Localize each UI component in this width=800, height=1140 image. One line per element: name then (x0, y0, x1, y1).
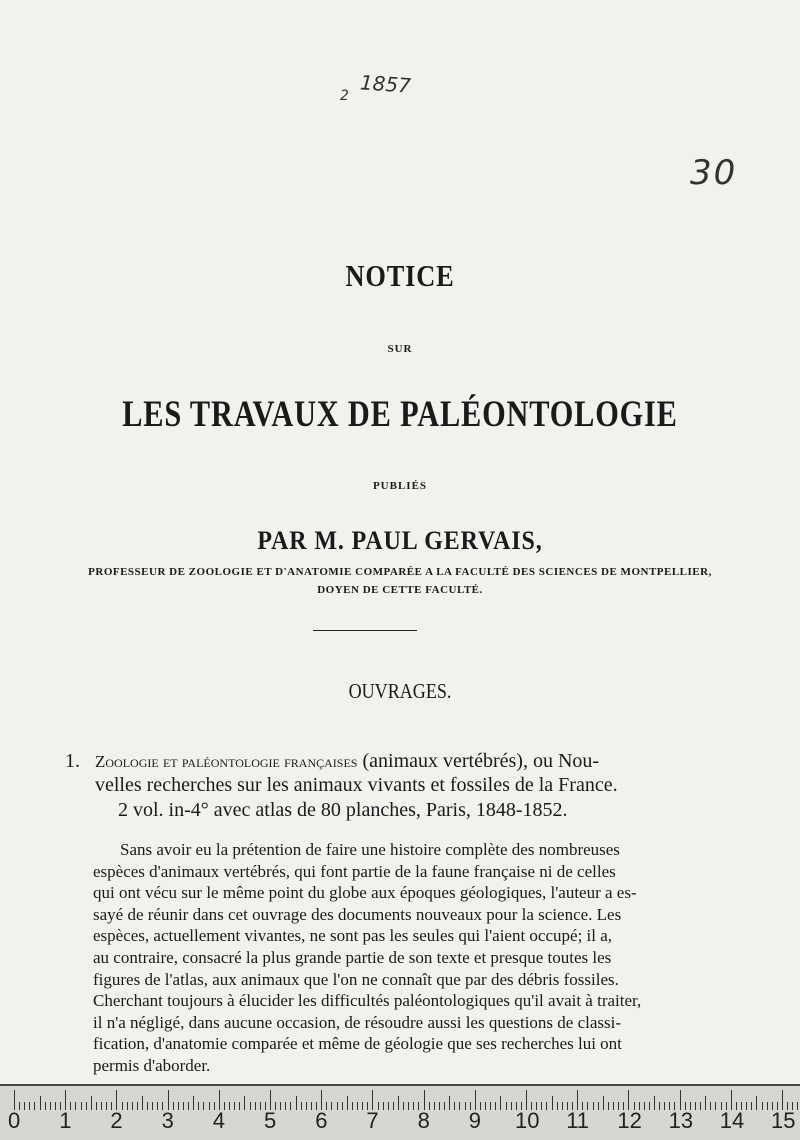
ruler-tick (393, 1102, 394, 1110)
ruler-tick (562, 1102, 563, 1110)
ruler-tick (664, 1102, 665, 1110)
ruler-label: 8 (417, 1108, 430, 1133)
ruler-tick (388, 1102, 389, 1110)
paragraph-line: qui ont vécu sur le même point du globe aux époques géologiques, l'auteur a es- (93, 883, 637, 903)
entry-paragraph (93, 839, 700, 1077)
entry-title-rest: (animaux vertébrés), ou Nou- (357, 750, 600, 772)
paragraph-line: Sans avoir eu la prétention de faire une histoire complète des nombreuses (120, 840, 620, 859)
ruler-label: 7 (366, 1108, 379, 1133)
section-heading: OUVRAGES. (348, 679, 452, 703)
paragraph-line: sayé de réunir dans cet ouvrage des documents nouveaux pour la science. Les (93, 904, 622, 924)
ruler-tick (546, 1102, 547, 1110)
ruler-tick (29, 1102, 30, 1110)
ruler-tick (439, 1102, 440, 1110)
ruler-tick (101, 1102, 102, 1110)
ruler-label: 14 (719, 1108, 745, 1133)
ruler-tick (244, 1096, 245, 1110)
ruler-tick (157, 1102, 158, 1110)
ruler-tick (183, 1102, 184, 1110)
ruler-tick (65, 1090, 66, 1110)
ruler-tick (506, 1102, 507, 1110)
author-line: PAR M. PAUL GERVAIS, (257, 526, 543, 555)
ruler-label: 2 (110, 1108, 123, 1133)
ruler-tick (398, 1096, 399, 1110)
handwritten-fraction: 2 (340, 88, 349, 104)
ruler-tick (710, 1102, 711, 1110)
ruler-tick (116, 1090, 117, 1110)
ruler-tick (311, 1102, 312, 1110)
sur-label: SUR (387, 343, 413, 355)
ruler-tick (209, 1102, 210, 1110)
ruler-tick (270, 1090, 271, 1110)
ruler-tick (475, 1090, 476, 1110)
ruler-tick (24, 1102, 25, 1110)
ruler-tick (106, 1102, 107, 1110)
ruler-tick (55, 1102, 56, 1110)
handwritten-year: 1857 (359, 70, 412, 98)
ruler-tick (700, 1102, 701, 1110)
ruler-tick (255, 1102, 256, 1110)
ruler-tick (449, 1096, 450, 1110)
ruler-label: 10 (515, 1108, 540, 1133)
ruler-label: 13 (668, 1108, 694, 1133)
ruler-tick (372, 1090, 373, 1110)
ruler-tick (782, 1090, 783, 1110)
ruler-tick (459, 1102, 460, 1110)
ruler-tick (485, 1102, 486, 1110)
ruler-tick (219, 1090, 220, 1110)
ruler-tick (644, 1102, 645, 1110)
ruler-tick (147, 1102, 148, 1110)
ruler-tick (408, 1102, 409, 1110)
ruler-tick (756, 1096, 757, 1110)
ruler-tick (250, 1102, 251, 1110)
ruler-tick (495, 1102, 496, 1110)
measuring-ruler (0, 1084, 800, 1140)
notice-heading: NOTICE (345, 258, 455, 293)
ruler-tick (280, 1102, 281, 1110)
ruler-tick (511, 1102, 512, 1110)
ruler-tick (608, 1102, 609, 1110)
ruler-tick (352, 1102, 353, 1110)
ruler-tick (424, 1090, 425, 1110)
ruler-tick (96, 1102, 97, 1110)
ruler-label: 9 (468, 1108, 482, 1133)
ruler-tick (127, 1102, 128, 1110)
ruler-tick (659, 1102, 660, 1110)
paragraph-line: Cherchant toujours à élucider les difficultés paléontologiques qu'il avait à traiter, (93, 991, 642, 1011)
author-doyen: DOYEN DE CETTE FACULTÉ. (317, 584, 483, 596)
ruler-tick (434, 1102, 435, 1110)
document-title: LES TRAVAUX DE PALÉONTOLOGIE (122, 394, 678, 435)
ruler-tick (321, 1090, 322, 1110)
ruler-tick (296, 1096, 297, 1110)
paragraph-line: figures de l'atlas, aux animaux que l'on ne connaît que par des débris fossiles. (93, 969, 619, 989)
ruler-tick (746, 1102, 747, 1110)
ruler-tick (762, 1102, 763, 1110)
ruler-tick (91, 1096, 92, 1110)
ruler-tick (767, 1102, 768, 1110)
ruler-tick (331, 1102, 332, 1110)
ruler-label: 1 (59, 1108, 72, 1133)
ruler-label: 6 (315, 1108, 328, 1133)
ruler-tick (598, 1102, 599, 1110)
ruler-tick (193, 1096, 194, 1110)
ruler-tick (541, 1102, 542, 1110)
ruler-tick (526, 1090, 527, 1110)
ruler-tick (50, 1102, 51, 1110)
ruler-label: 0 (8, 1108, 21, 1133)
ruler-tick (260, 1102, 261, 1110)
ruler-tick (168, 1090, 169, 1110)
ruler-label: 4 (212, 1108, 226, 1133)
entry-line-3: 2 vol. in-4° avec atlas de 80 planches, Paris, 1848-1852. (118, 799, 568, 821)
ruler-label: 3 (161, 1108, 174, 1133)
ruler-tick (347, 1096, 348, 1110)
ruler-tick (152, 1102, 153, 1110)
ruler-tick (413, 1102, 414, 1110)
ruler-tick (337, 1102, 338, 1110)
handwritten-number: 30 (690, 153, 738, 193)
divider-rule (313, 630, 417, 631)
paragraph-line: espèces d'animaux vertébrés, qui font partie de la faune française ni de celles (93, 861, 616, 881)
ruler-tick (454, 1102, 455, 1110)
ruler-tick (705, 1096, 706, 1110)
ruler-tick (465, 1102, 466, 1110)
ruler-tick (362, 1102, 363, 1110)
ruler-tick (593, 1102, 594, 1110)
ruler-tick (40, 1096, 41, 1110)
ruler-tick (500, 1096, 501, 1110)
entry-title: Zoologie et paléontologie françaises (95, 752, 358, 771)
ruler-tick (603, 1096, 604, 1110)
ruler-tick (577, 1090, 578, 1110)
ruler-tick (306, 1102, 307, 1110)
ruler-tick (490, 1102, 491, 1110)
ruler-tick (695, 1102, 696, 1110)
ruler-tick (229, 1102, 230, 1110)
ruler-tick (178, 1102, 179, 1110)
ruler-label: 15 (771, 1108, 796, 1133)
ruler-tick (731, 1090, 732, 1110)
ruler-tick (654, 1096, 655, 1110)
ruler-tick (81, 1102, 82, 1110)
ruler-tick (613, 1102, 614, 1110)
entry-line-1 (65, 749, 695, 774)
ruler-tick (239, 1102, 240, 1110)
ruler-tick (383, 1102, 384, 1110)
ruler-tick (444, 1102, 445, 1110)
ruler-tick (75, 1102, 76, 1110)
publies-label: PUBLIÉS (372, 480, 428, 492)
entry-number: 1. (65, 750, 80, 772)
ruler-tick (301, 1102, 302, 1110)
ruler-tick (557, 1102, 558, 1110)
ruler-tick (137, 1102, 138, 1110)
ruler-tick (680, 1090, 681, 1110)
entry-line-2: velles recherches sur les animaux vivants et fossiles de la France. (95, 774, 618, 796)
ruler-tick (34, 1102, 35, 1110)
ruler-tick (132, 1102, 133, 1110)
ruler-tick (86, 1102, 87, 1110)
paragraph-line: fication, d'anatomie comparée et même de géologie que ses recherches lui ont (93, 1034, 622, 1054)
ruler-tick (188, 1102, 189, 1110)
ruler-tick (649, 1102, 650, 1110)
ruler-label: 12 (617, 1108, 642, 1133)
ruler-tick (45, 1102, 46, 1110)
ruler-tick (403, 1102, 404, 1110)
paragraph-line: au contraire, consacré la plus grande partie de son texte et presque toutes les (93, 947, 612, 967)
ruler-label: 11 (566, 1108, 590, 1133)
ruler-tick (628, 1090, 629, 1110)
ruler-tick (285, 1102, 286, 1110)
ruler-tick (357, 1102, 358, 1110)
ruler-tick (552, 1096, 553, 1110)
paragraph-line: il n'a négligé, dans aucune occasion, de résoudre aussi les questions de classi- (93, 1012, 622, 1032)
author-profession: PROFESSEUR DE ZOOLOGIE ET D'ANATOMIE COMPARÉE A LA FACULTÉ DES SCIENCES DE MONTPELLIER, (88, 566, 712, 578)
ruler-tick (342, 1102, 343, 1110)
ruler-tick (142, 1096, 143, 1110)
ruler-tick (198, 1102, 199, 1110)
ruler-tick (797, 1102, 798, 1110)
paragraph-line: espèces, actuellement vivantes, ne sont pas les seules qui l'aient occupé; il a, (93, 926, 613, 946)
ruler-tick (715, 1102, 716, 1110)
ruler-label: 5 (264, 1108, 277, 1133)
ruler-tick (290, 1102, 291, 1110)
ruler-tick (234, 1102, 235, 1110)
paragraph-line: permis d'aborder. (93, 1055, 211, 1075)
ruler-tick (14, 1090, 15, 1110)
ruler-tick (751, 1102, 752, 1110)
ruler-tick (203, 1102, 204, 1110)
